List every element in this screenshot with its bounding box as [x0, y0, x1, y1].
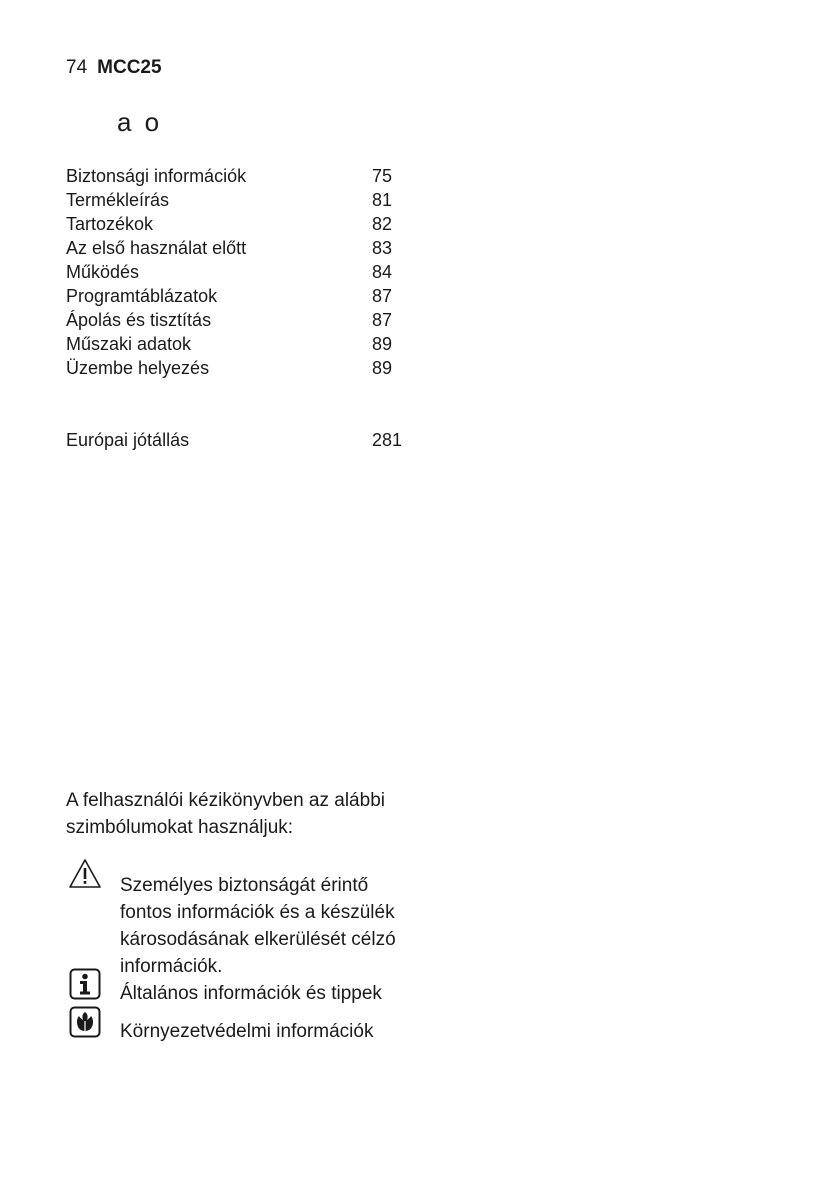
toc-entry — [66, 332, 406, 356]
toc-entry-title: Európai jótállás — [66, 430, 190, 450]
toc-entry — [66, 212, 406, 236]
toc-entry-title: Működés — [66, 262, 140, 282]
toc-entry — [66, 260, 406, 284]
toc-entry — [66, 236, 406, 260]
legend-item-environment — [66, 1006, 426, 1042]
model-name: MCC25 — [97, 57, 162, 78]
toc-entry-title: Üzembe helyezés — [66, 358, 210, 378]
toc-entry — [66, 188, 406, 212]
page-header — [66, 56, 162, 80]
toc-entry-title: Programtáblázatok — [66, 286, 218, 306]
legend-item-info — [66, 968, 426, 1004]
toc-entry-page: 84 — [372, 262, 393, 282]
page-number: 74 — [66, 57, 88, 78]
toc-entry-page: 82 — [372, 214, 393, 234]
toc-entry-title: Biztonsági információk — [66, 166, 247, 186]
toc-entry-title: Az első használat előtt — [66, 238, 247, 258]
legend-text: Környezetvédelmi információk — [120, 1021, 374, 1042]
toc-entry — [66, 284, 406, 308]
toc-entry-title: Termékleírás — [66, 190, 170, 210]
info-icon — [69, 968, 101, 1005]
warning-triangle-icon — [68, 858, 102, 894]
toc-entry — [66, 356, 406, 380]
symbols-intro: A felhasználói kézikönyvben az alábbi szimbólumokat használjuk: — [66, 790, 385, 838]
toc-entry-page: 89 — [372, 334, 393, 354]
toc-entry-page: 87 — [372, 286, 393, 306]
legend-text: Általános információk és tippek — [120, 983, 382, 1004]
toc-spacer — [66, 380, 426, 428]
toc-entry-title: Ápolás és tisztítás — [66, 310, 212, 330]
environment-icon — [69, 1006, 101, 1043]
toc-entry-title: Tartozékok — [66, 214, 154, 234]
legend-item-warning — [66, 858, 426, 977]
toc-entry — [66, 164, 406, 188]
legend-text: Személyes biztonságát érintő fontos információk és a készülék károsodásának elkerülését célzó információk. — [120, 875, 396, 977]
table-of-contents — [66, 164, 426, 452]
toc-entry-page: 75 — [372, 166, 393, 186]
toc-entry-page: 83 — [372, 238, 393, 258]
toc-entry-page: 281 — [372, 430, 403, 450]
toc-entry-title: Műszaki adatok — [66, 334, 192, 354]
toc-entry — [66, 428, 406, 452]
toc-entry — [66, 308, 406, 332]
section-title: a o — [117, 107, 163, 137]
toc-entry-page: 81 — [372, 190, 393, 210]
toc-entry-page: 89 — [372, 358, 393, 378]
toc-entry-page: 87 — [372, 310, 393, 330]
